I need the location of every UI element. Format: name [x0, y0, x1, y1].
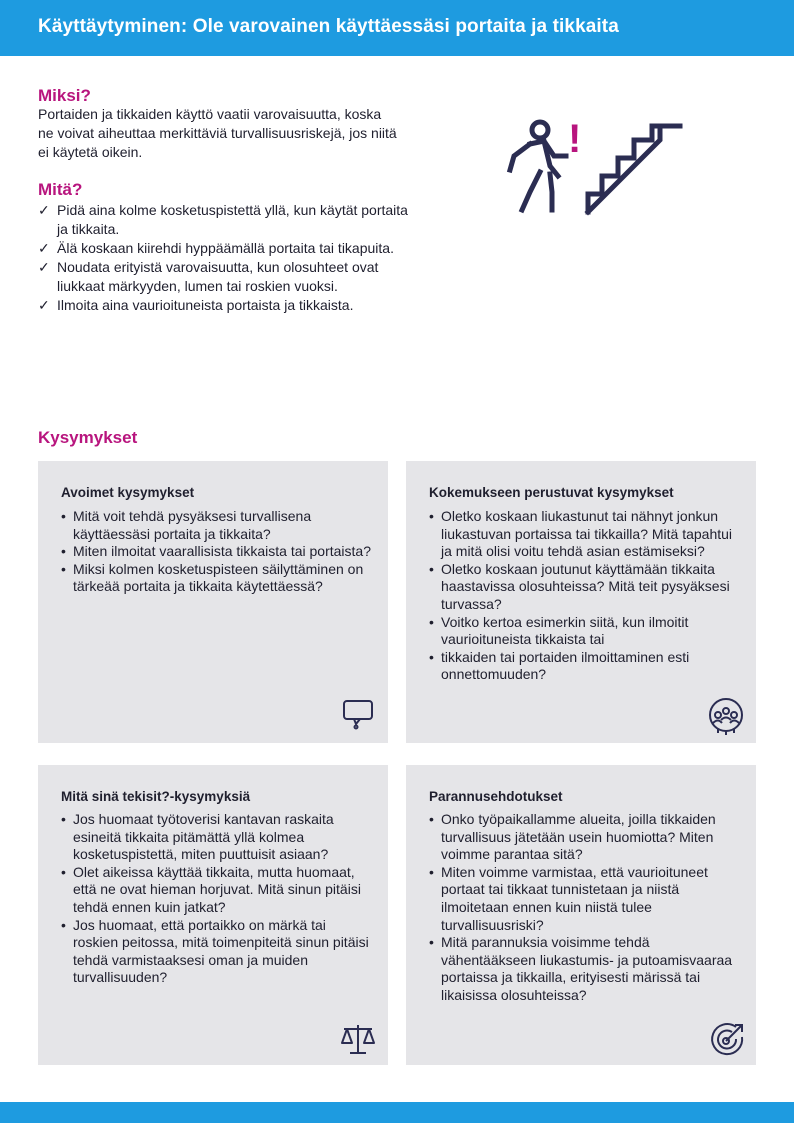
what-item-text: Ilmoita aina vaurioituneista portaista ja tikkaista.: [57, 297, 354, 313]
list-item: • Voitko kertoa esimerkin siitä, kun ilmoitit vaurioituneista tikkaista tai: [429, 614, 744, 649]
warning-exclamation: !: [568, 117, 582, 161]
questions-heading: Kysymykset: [38, 428, 138, 447]
what-item: [38, 201, 408, 239]
card-question-list: [61, 811, 371, 987]
card-experience-questions: [406, 461, 756, 743]
why-heading: Miksi?: [38, 86, 91, 105]
card-what-would-you-do: [38, 765, 388, 1065]
group-globe-icon: [706, 695, 746, 735]
check-icon: ✓: [38, 259, 50, 275]
card-question-list: [429, 811, 744, 1005]
what-item-text: Pidä aina kolme kosketuspistettä yllä, kun käytät portaita ja tikkaita.: [57, 202, 408, 237]
list-item: • Mitä voit tehdä pysyäksesi turvallisena käyttäessäsi portaita ja tikkaita?: [61, 508, 371, 543]
list-item: • Miten voimme varmistaa, että vaurioituneet portaat tai tikkaat tunnistetaan ja niistä ilmoitetaan ennen kuin niistä tulee turvallisuusriski?: [429, 864, 744, 934]
list-item: • Olet aikeissa käyttää tikkaita, mutta huomaat, että ne ovat hieman horjuvat. Mitä sinun pitäisi tehdä ennen kuin jatkat?: [61, 864, 371, 917]
speech-bubble-icon: [338, 693, 378, 733]
what-item: [38, 296, 408, 315]
list-item: • Onko työpaikallamme alueita, joilla tikkaiden turvallisuus jätetään usein huomiotta? Miten voimme parantaa sitä?: [429, 811, 744, 864]
list-item: • Mitä parannuksia voisimme tehdä vähentääkseen liukastumis- ja putoamisvaaraa portaissa ja tikkailla, erityisesti märissä tai likaisissa olosuhteissa?: [429, 934, 744, 1004]
list-item: • Oletko koskaan joutunut käyttämään tikkaita haastavissa olosuhteissa? Mitä teit pysyäksesi turvassa?: [429, 561, 744, 614]
card-title: Mitä sinä tekisit?-kysymyksiä: [61, 789, 251, 804]
card-title: Parannusehdotukset: [429, 789, 563, 804]
why-text: Portaiden ja tikkaiden käyttö vaatii varovaisuutta, koska ne voivat aiheuttaa merkittäviä turvallisuusriskejä, jos niitä ei käytetä oikein.: [38, 106, 397, 160]
card-improvement-suggestions: [406, 765, 756, 1065]
check-icon: ✓: [38, 202, 50, 218]
card-question-list: [429, 508, 744, 684]
card-question-list: [61, 508, 371, 596]
list-item: • tikkaiden tai portaiden ilmoittaminen esti onnettomuuden?: [429, 649, 744, 684]
check-icon: ✓: [38, 297, 50, 313]
what-checklist: [38, 201, 408, 315]
header-bar: [0, 0, 794, 56]
balance-scale-icon: [338, 1019, 378, 1059]
list-item: • Oletko koskaan liukastunut tai nähnyt jonkun liukastuvan portaissa tai tikkailla? Mitä tapahtui ja mitä olisi voitu tehdä asian estämiseksi?: [429, 508, 744, 561]
what-item: [38, 239, 408, 258]
person-on-stairs-warning-icon: [500, 114, 686, 218]
target-arrow-icon: [708, 1019, 748, 1059]
what-heading: Mitä?: [38, 180, 83, 199]
list-item: • Miksi kolmen kosketuspisteen säilyttäminen on tärkeää portaita ja tikkaita käytettäessä?: [61, 561, 371, 596]
card-title: Kokemukseen perustuvat kysymykset: [429, 485, 674, 500]
check-icon: ✓: [38, 240, 50, 256]
list-item: • Jos huomaat, että portaikko on märkä tai roskien peitossa, mitä toimenpiteitä sinun pitäisi tehdä varmistaaksesi oman ja muiden turvallisuuden?: [61, 917, 371, 987]
what-item-text: Älä koskaan kiirehdi hyppäämällä portaita tai tikapuita.: [57, 240, 394, 256]
what-item: [38, 258, 408, 296]
card-open-questions: [38, 461, 388, 743]
footer-bar: [0, 1102, 794, 1123]
page-title: Käyttäytyminen: Ole varovainen käyttäessäsi portaita ja tikkaita: [38, 16, 619, 37]
list-item: • Miten ilmoitat vaarallisista tikkaista tai portaista?: [61, 543, 371, 561]
list-item: • Jos huomaat työtoverisi kantavan raskaita esineitä tikkaita pitämättä yllä kolmea kosketuspistettä, miten puuttuisit asiaan?: [61, 811, 371, 864]
card-title: Avoimet kysymykset: [61, 485, 195, 500]
what-item-text: Noudata erityistä varovaisuutta, kun olosuhteet ovat liukkaat märkyyden, lumen tai roskien vuoksi.: [57, 259, 379, 294]
